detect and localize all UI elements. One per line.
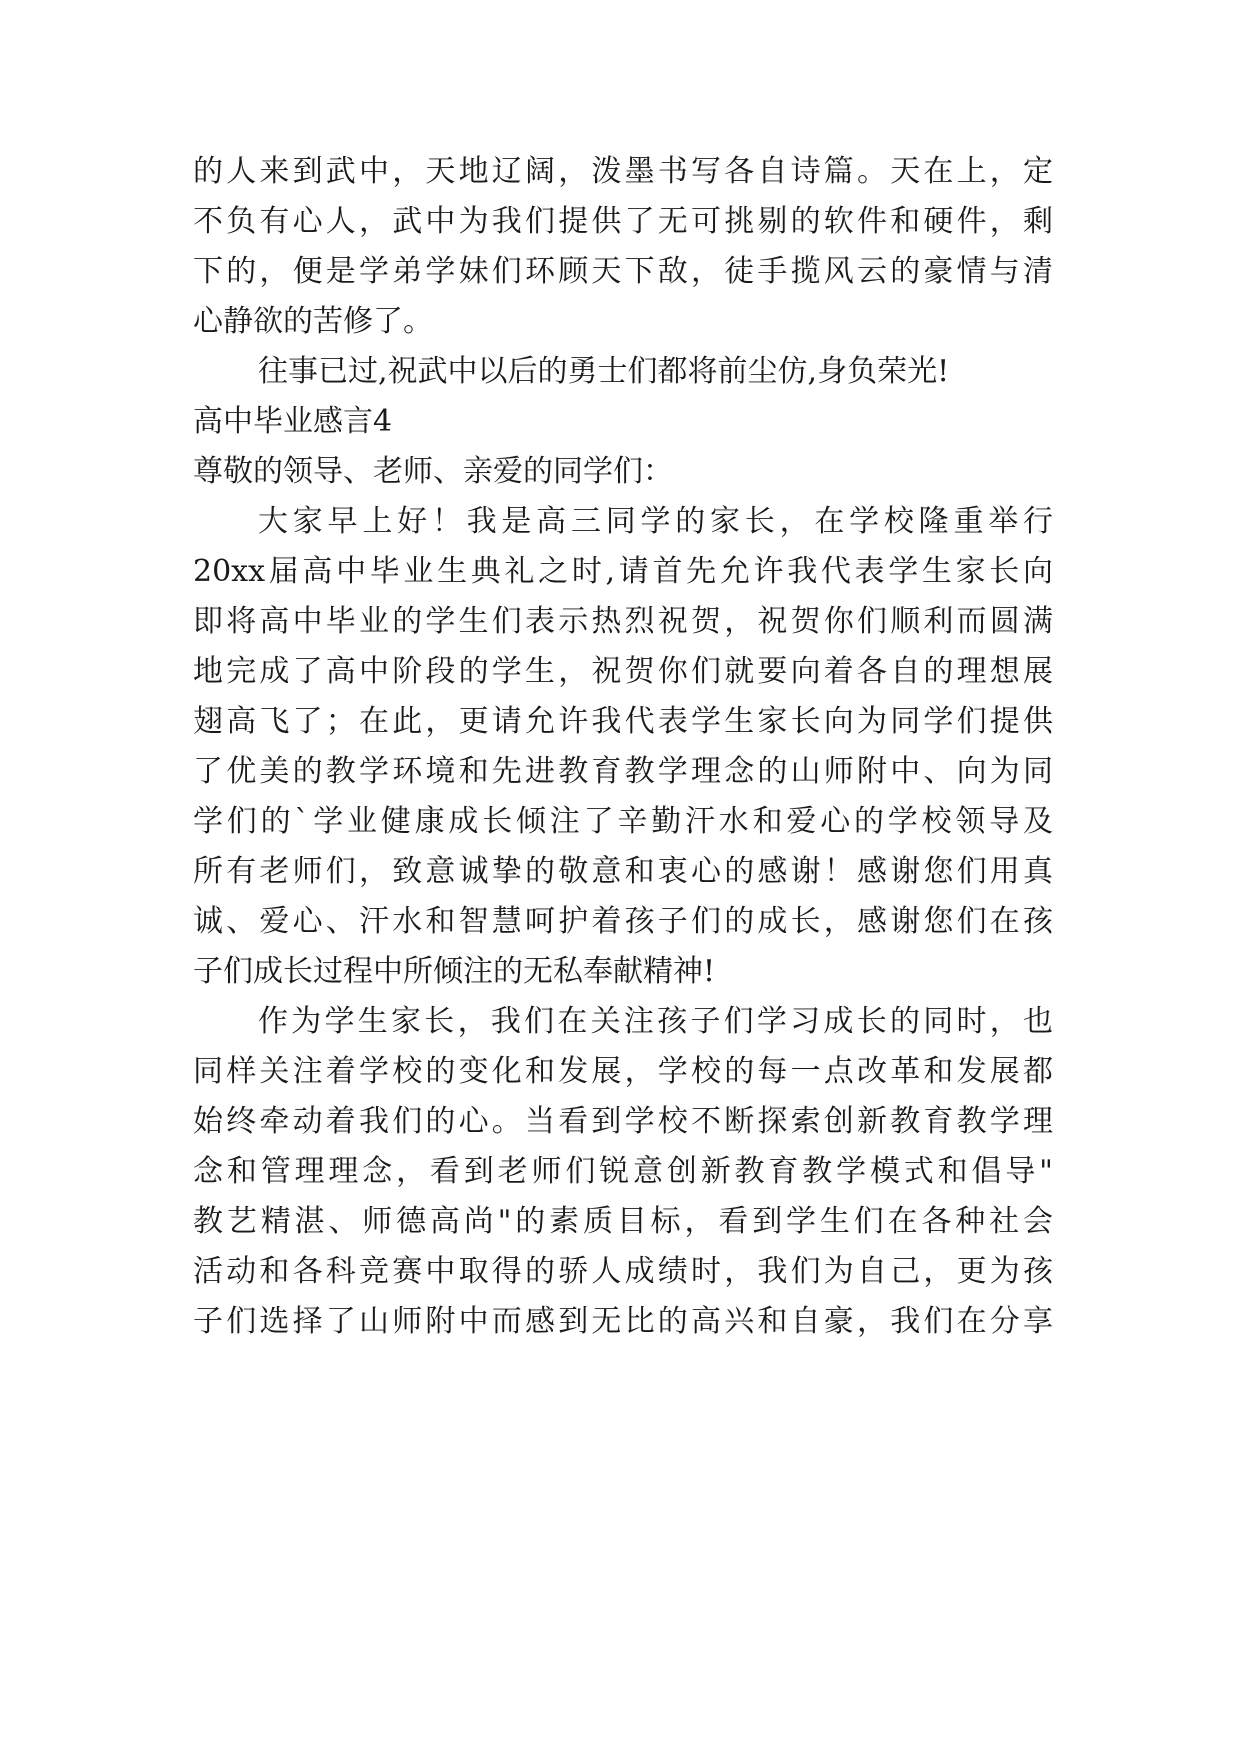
body-text-line: 诚、爱心、汗水和智慧呵护着孩子们的成长，感谢您们在孩 (193, 904, 1053, 939)
body-text-line: 即将高中毕业的学生们表示热烈祝贺，祝贺你们顺利而圆满 (193, 604, 1053, 639)
body-text-line: 子们选择了山师附中而感到无比的高兴和自豪，我们在分享 (193, 1304, 1053, 1339)
body-text-line: 了优美的教学环境和先进教育教学理念的山师附中、向为同 (193, 754, 1053, 789)
body-text-line: 往事已过,祝武中以后的勇士们都将前尘仿,身负荣光! (258, 354, 950, 389)
body-text-line: 所有老师们，致意诚挚的敬意和衷心的感谢！感谢您们用真 (193, 854, 1053, 889)
body-text-line: 教艺精湛、师德高尚"的素质目标，看到学生们在各种社会 (193, 1204, 1053, 1239)
body-text-line: 活动和各科竞赛中取得的骄人成绩时，我们为自己，更为孩 (193, 1254, 1053, 1289)
salutation-line: 尊敬的领导、老师、亲爱的同学们： (193, 454, 673, 489)
body-text-line: 下的，便是学弟学妹们环顾天下敌，徒手揽风云的豪情与清 (193, 254, 1053, 289)
body-text-line: 作为学生家长，我们在关注孩子们学习成长的同时，也 (258, 1004, 1053, 1039)
body-text-line: 地完成了高中阶段的学生，祝贺你们就要向着各自的理想展 (193, 654, 1053, 689)
body-text-line: 的人来到武中，天地辽阔，泼墨书写各自诗篇。天在上，定 (193, 154, 1053, 189)
body-text-line: 子们成长过程中所倾注的无私奉献精神! (193, 954, 716, 989)
body-text-line: 心静欲的苦修了。 (193, 304, 433, 339)
body-text-line: 学们的`学业健康成长倾注了辛勤汗水和爱心的学校领导及 (193, 804, 1053, 839)
body-text-line: 翅高飞了；在此，更请允许我代表学生家长向为同学们提供 (193, 704, 1053, 739)
body-text-line: 大家早上好！我是高三同学的家长，在学校隆重举行 (258, 504, 1053, 539)
body-text-line: 始终牵动着我们的心。当看到学校不断探索创新教育教学理 (193, 1104, 1053, 1139)
body-text-line: 同样关注着学校的变化和发展，学校的每一点改革和发展都 (193, 1054, 1053, 1089)
body-text-line: 20xx届高中毕业生典礼之时,请首先允许我代表学生家长向 (193, 554, 1053, 589)
body-text-line: 念和管理理念，看到老师们锐意创新教育教学模式和倡导" (193, 1154, 1053, 1189)
section-heading: 高中毕业感言4 (193, 404, 393, 439)
body-text-line: 不负有心人，武中为我们提供了无可挑剔的软件和硬件，剩 (193, 204, 1053, 239)
